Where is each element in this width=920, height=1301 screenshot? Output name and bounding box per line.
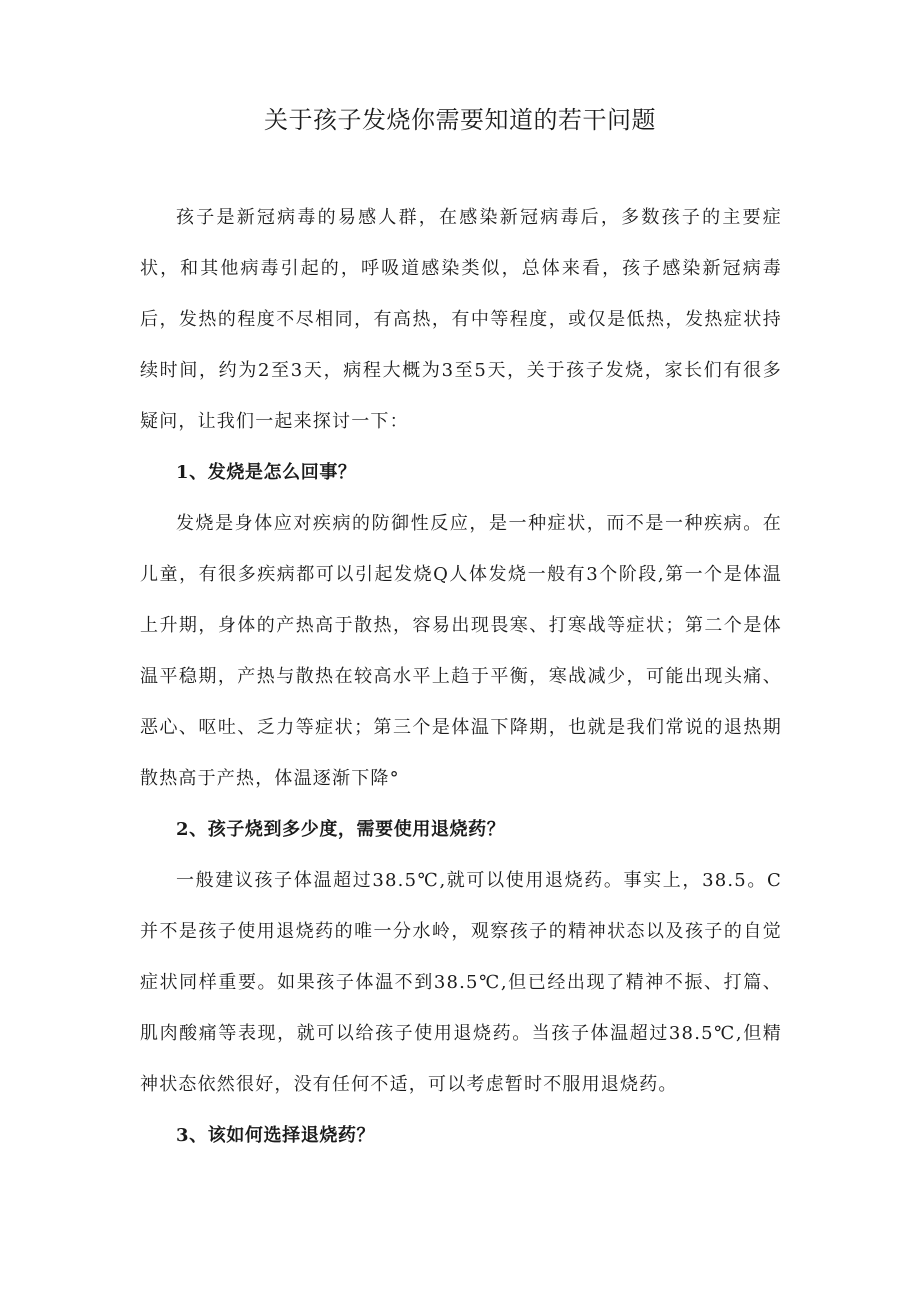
section-body-2: 一般建议孩子体温超过38.5℃,就可以使用退烧药。事实上，38.5。C并不是孩子使用退烧药的唯一分水岭，观察孩子的精神状态以及孩子的自觉症状同样重要。如果孩子体温不到38.5℃,但已经出现了精神不振、打篇、肌肉酸痛等表现，就可以给孩子使用退烧药。当孩子体温超过38.5℃,但精神状态依然很好，没有任何不适，可以考虑暂时不服用退烧药。 [140,870,782,1095]
document-title: 关于孩子发烧你需要知道的若干问题 [264,106,656,134]
document-body [140,192,782,1161]
intro-paragraph: 孩子是新冠病毒的易感人群，在感染新冠病毒后，多数孩子的主要症状，和其他病毒引起的，呼吸道感染类似，总体来看，孩子感染新冠病毒后，发热的程度不尽相同，有高热，有中等程度，或仅是低热，发热症状持续时间，约为2至3天，病程大概为3至5天，关于孩子发烧，家长们有很多疑问，让我们一起来探讨一下： [140,207,782,432]
section-heading-1: 1、发烧是怎么回事？ [176,462,357,483]
section-body-1: 发烧是身体应对疾病的防御性反应，是一种症状，而不是一种疾病。在儿童，有很多疾病都可以引起发烧Q人体发烧一般有3个阶段,第一个是体温上升期，身体的产热高于散热，容易出现畏寒、打寒战等症状；第二个是体温平稳期，产热与散热在较高水平上趋于平衡，寒战减少，可能出现头痛、恶心、呕吐、乏力等症状；第三个是体温下降期，也就是我们常说的退热期散热高于产热，体温逐渐下降° [140,513,782,789]
section-heading-3: 3、该如何选择退烧药？ [176,1125,376,1146]
section-heading-2: 2、孩子烧到多少度，需要使用退烧药？ [176,819,506,840]
